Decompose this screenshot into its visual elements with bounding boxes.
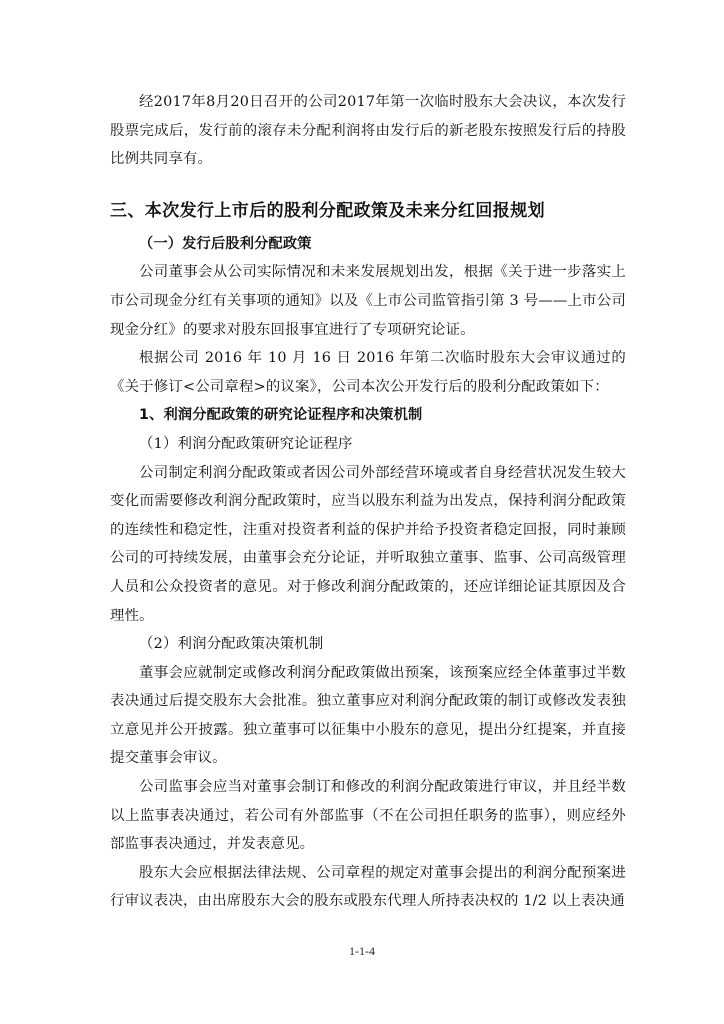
- item-research-procedure: （1）利润分配政策研究论证程序: [139, 435, 353, 452]
- paragraph-shareholder-meeting: 股东大会应根据法律法规、公司章程的规定对董事会提出的利润分配预案进行审议表决，由出席股东大会的股东或股东代理人所持表决权的 1/2 以上表决通: [110, 864, 626, 910]
- paragraph-articles-amendment: 根据公司 2016 年 10 月 16 日 2016 年第二次临时股东大会审议通过的《关于修订<公司章程>的议案》，公司本次公开发行后的股利分配政策如下：: [110, 350, 626, 395]
- section-heading: 三、本次发行上市后的股利分配政策及未来分红回报规划: [110, 200, 545, 221]
- paragraph-board-proposal: 董事会应就制定或修改利润分配政策做出预案，该预案应经全体董事过半数表决通过后提交股东大会批准。独立董事应对利润分配政策的制订或修改发表独立意见并公开披露。独立董事可以征集中小股东的意见，提出分红提案，并直接提交董事会审议。: [110, 664, 626, 767]
- subheading-dividend-policy: （一）发行后股利分配政策: [139, 235, 312, 252]
- item-procedure-heading: 1、利润分配政策的研究论证程序和决策机制: [139, 407, 423, 424]
- paragraph-board-research: 公司董事会从公司实际情况和未来发展规划出发，根据《关于进一步落实上市公司现金分红有关事项的通知》以及《上市公司监管指引第 3 号——上市公司现金分红》的要求对股东回报事宜进行了专项研究论证。: [110, 264, 626, 338]
- paragraph-research-procedure: 公司制定利润分配政策或者因公司外部经营环境或者自身经营状况发生较大变化而需要修改利润分配政策时，应当以股东利益为出发点，保持利润分配政策的连续性和稳定性，注重对投资者利益的保护并给予投资者稳定回报，同时兼顾公司的可持续发展，由董事会充分论证，并听取独立董事、监事、公司高级管理人员和公众投资者的意见。对于修改利润分配政策的，还应详细论证其原因及合理性。: [110, 464, 626, 624]
- paragraph-retained-earnings: 经2017年8月20日召开的公司2017年第一次临时股东大会决议，本次发行股票完成后，发行前的滚存未分配利润将由发行后的新老股东按照发行后的持股比例共同享有。: [110, 94, 626, 168]
- document-body: [110, 88, 626, 916]
- page-number: 1-1-4: [349, 944, 375, 958]
- paragraph-supervisory-board: 公司监事会应当对董事会制订和修改的利润分配政策进行审议，并且经半数以上监事表决通过，若公司有外部监事（不在公司担任职务的监事），则应经外部监事表决通过，并发表意见。: [110, 779, 626, 853]
- item-decision-mechanism: （2）利润分配政策决策机制: [139, 636, 324, 653]
